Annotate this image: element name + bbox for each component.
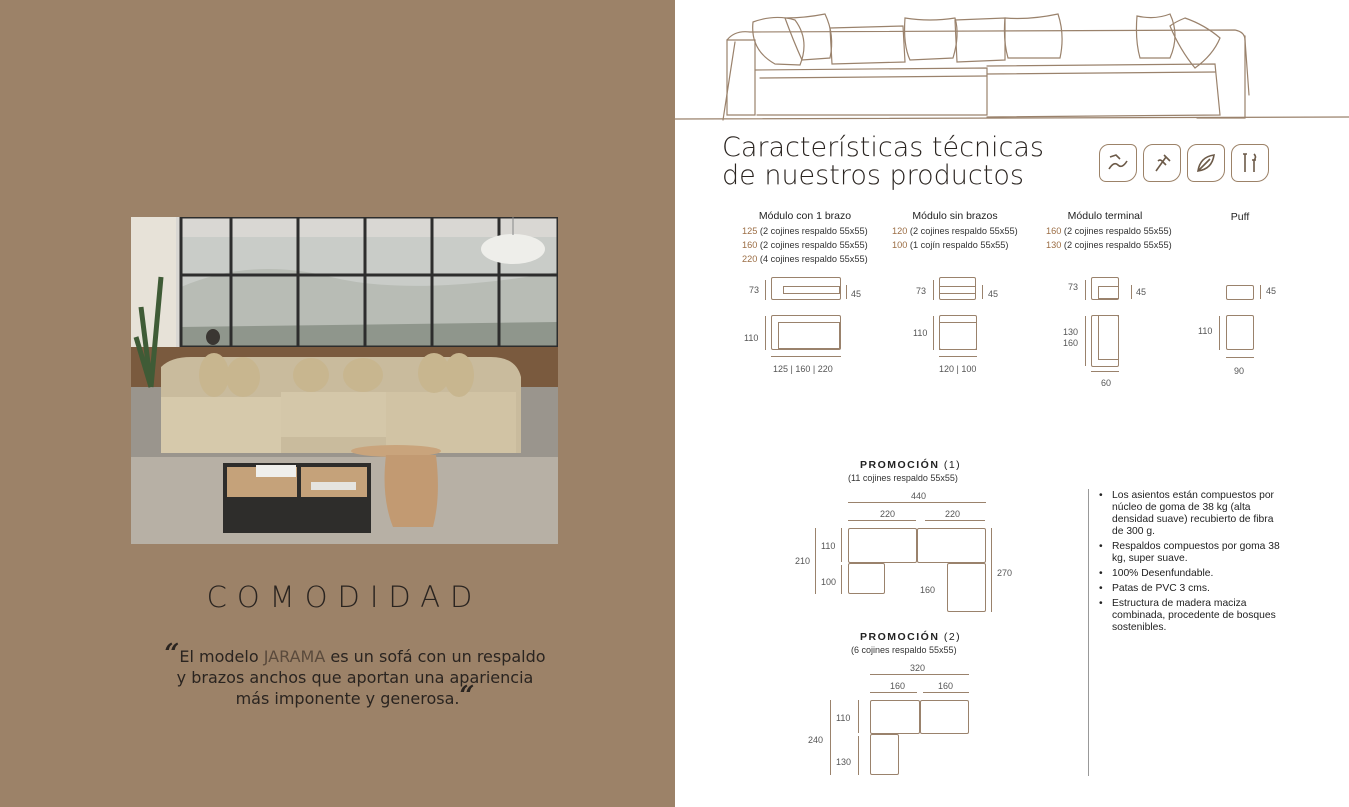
module-3-seat	[1098, 286, 1119, 299]
promo-1-module-d	[947, 563, 986, 612]
dim-line	[1260, 285, 1261, 299]
features-list	[1099, 490, 1285, 637]
promo-2-depth-b: 130	[836, 757, 852, 767]
promo-2-num: (2)	[939, 631, 962, 643]
promo-1-depth-b: 100	[821, 577, 837, 587]
promo-2-depth-total: 240	[808, 735, 824, 745]
promo-1-depth-total: 210	[795, 556, 811, 566]
module-3-title: Módulo terminal	[1067, 210, 1143, 222]
module-1-height: 73	[749, 285, 760, 295]
sofa-photo	[131, 217, 558, 544]
module-1-seat-height: 45	[851, 289, 862, 299]
dim-line	[815, 528, 816, 594]
module-4-width: 90	[1234, 366, 1245, 376]
promo-1-right-width: 220	[945, 509, 961, 519]
dim-line	[848, 502, 986, 503]
promo-1-module-a	[848, 528, 917, 563]
promo-1-inner: 160	[920, 585, 936, 595]
feature-item: • Patas de PVC 3 cms.	[1099, 583, 1285, 595]
promo-1-num: (1)	[939, 459, 962, 471]
promo-2-left-width: 160	[890, 681, 906, 691]
module-3-specs	[1046, 224, 1172, 252]
dim-line	[933, 316, 934, 350]
promo-2-right-width: 160	[938, 681, 954, 691]
dim-line	[939, 356, 977, 357]
leaf-icon	[1187, 144, 1225, 182]
dim-line	[1226, 357, 1254, 358]
feature-item: • 100% Desenfundable.	[1099, 568, 1285, 580]
spec-row: 160 (2 cojines respaldo 55x55)	[742, 240, 868, 250]
wave-cushion-icon	[1099, 144, 1137, 182]
dim-line	[858, 700, 859, 733]
wrench-spring-icon	[1143, 144, 1181, 182]
module-2-seat	[939, 286, 976, 294]
feature-icons	[1099, 144, 1269, 182]
module-1-top-inner	[778, 322, 840, 349]
module-3-height: 73	[1068, 282, 1079, 292]
model-name: JARAMA	[263, 647, 326, 666]
promo-2-module-a	[870, 700, 920, 734]
sofa-line-sketch	[675, 0, 1349, 125]
dim-line	[923, 692, 969, 693]
page-title	[722, 134, 1044, 190]
dim-line	[870, 674, 969, 675]
module-3-top-inner	[1098, 315, 1119, 360]
promo-1-heading	[860, 459, 961, 471]
module-1-title: Módulo con 1 brazo	[758, 210, 852, 222]
module-3-seat-height: 45	[1136, 287, 1147, 297]
close-quote-mark: “	[459, 681, 475, 711]
promo-2-module-b	[920, 700, 969, 734]
divider	[1088, 489, 1089, 776]
module-1-seat	[783, 286, 840, 294]
module-2-title: Módulo sin brazos	[912, 210, 998, 222]
module-2-height: 73	[916, 286, 927, 296]
promo-1-module-c	[848, 563, 885, 594]
spec-row: 220 (4 cojines respaldo 55x55)	[742, 254, 868, 264]
spec-row: 160 (2 cojines respaldo 55x55)	[1046, 226, 1172, 236]
module-4-front	[1226, 285, 1254, 300]
module-4-top	[1226, 315, 1254, 350]
quote-line2: y brazos anchos que aportan una apariencia	[176, 668, 534, 687]
dim-line	[765, 316, 766, 350]
module-4-title: Puff	[1230, 211, 1250, 223]
promo-1-label: PROMOCIÓN	[860, 459, 940, 471]
tools-icon	[1231, 144, 1269, 182]
feature-item: • Los asientos están compuestos por núcleo de goma de 38 kg (alta densidad suave) recubierto de fibra de 300 g.	[1099, 490, 1285, 538]
dim-line	[1131, 285, 1132, 299]
module-1-specs	[742, 224, 868, 266]
comodidad-heading: COMODIDAD	[206, 580, 483, 614]
promo-2-sub: (6 cojines respaldo 55x55)	[851, 645, 957, 655]
promo-2-heading	[860, 631, 961, 643]
module-4-depth: 110	[1198, 326, 1213, 336]
feature-item: • Respaldos compuestos por goma 38 kg, super suave.	[1099, 541, 1285, 565]
title-line2: de nuestros productos	[722, 160, 1024, 191]
promo-1-left-width: 220	[880, 509, 896, 519]
dim-line	[848, 520, 916, 521]
dim-line	[982, 285, 983, 299]
feature-item: • Estructura de madera maciza combinada, procedente de bosques sostenibles.	[1099, 598, 1285, 634]
promo-2-depth-a: 110	[836, 713, 851, 723]
quote-line1-rest: es un sofá con un respaldo	[325, 647, 546, 666]
dim-line	[830, 700, 831, 775]
promo-2-total: 320	[910, 663, 926, 673]
module-2-depth: 110	[913, 328, 928, 338]
module-2-specs	[892, 224, 1018, 252]
module-1-depth: 110	[744, 333, 759, 343]
promo-2-label: PROMOCIÓN	[860, 631, 940, 643]
quote-line3: más imponente y generosa.	[235, 689, 460, 708]
dim-line	[870, 692, 917, 693]
promo-1-sub: (11 cojines respaldo 55x55)	[848, 473, 958, 483]
module-3-width: 60	[1101, 378, 1112, 388]
spec-row: 120 (2 cojines respaldo 55x55)	[892, 226, 1018, 236]
dim-line	[771, 356, 841, 357]
spec-row: 100 (1 cojín respaldo 55x55)	[892, 240, 1009, 250]
dim-line	[841, 528, 842, 562]
promo-1-module-b	[917, 528, 986, 563]
dim-line	[1085, 316, 1086, 366]
module-2-top-inner	[939, 322, 977, 350]
dim-line	[1085, 280, 1086, 300]
open-quote-mark: “	[164, 639, 180, 669]
dim-line	[858, 736, 859, 775]
dim-line	[925, 520, 985, 521]
module-2-width: 120 | 100	[939, 364, 977, 374]
model-quote	[140, 639, 570, 711]
spec-row: 125 (2 cojines respaldo 55x55)	[742, 226, 868, 236]
dim-line	[991, 528, 992, 612]
dim-line	[1091, 371, 1119, 372]
dim-line	[846, 285, 847, 299]
promo-2-module-c	[870, 734, 899, 775]
dim-line	[765, 280, 766, 300]
promo-1-side: 270	[997, 568, 1013, 578]
promo-1-depth-a: 110	[821, 541, 836, 551]
module-1-width: 125 | 160 | 220	[773, 364, 833, 374]
promo-1-total: 440	[911, 491, 927, 501]
title-line1: Características técnicas	[722, 132, 1044, 163]
right-panel	[675, 0, 1349, 807]
quote-prefix: El modelo	[179, 647, 264, 666]
dim-line	[841, 565, 842, 594]
module-3-depth-a: 130	[1063, 327, 1079, 337]
module-3-depth-b: 160	[1063, 338, 1079, 348]
dim-line	[933, 280, 934, 300]
spec-row: 130 (2 cojines respaldo 55x55)	[1046, 240, 1172, 250]
module-4-seat-height: 45	[1266, 286, 1277, 296]
module-2-seat-height: 45	[988, 289, 999, 299]
dim-line	[1219, 316, 1220, 350]
